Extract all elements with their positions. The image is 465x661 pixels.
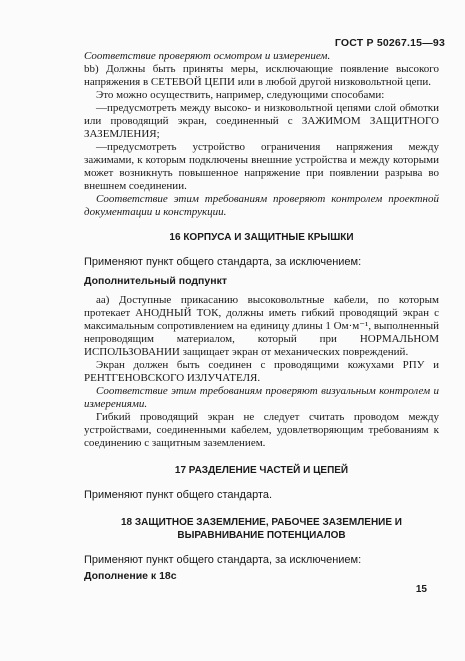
section-title-18: 18 ЗАЩИТНОЕ ЗАЗЕМЛЕНИЕ, РАБОЧЕЕ ЗАЗЕМЛЕНИЕ И ВЫРАВНИВАНИЕ ПОТЕНЦИАЛОВ [120, 517, 402, 541]
subheading-addition-18c: Дополнение к 18с [84, 570, 177, 582]
subheading-additional: Дополнительный подпункт [84, 275, 227, 287]
section-title-16: 16 КОРПУСА И ЗАЩИТНЫЕ КРЫШКИ [169, 232, 354, 243]
paragraph-method-1: —предусмотреть между высоко- и низковольтной цепями слой обмотки или проводящий экран, соединенный с ЗАЖИМОМ ЗАЩИТНОГО ЗАЗЕМЛЕНИЯ; [84, 102, 439, 140]
document-header: ГОСТ Р 50267.15—93 [334, 37, 445, 49]
section-title-17: 17 РАЗДЕЛЕНИЕ ЧАСТЕЙ И ЦЕПЕЙ [174, 465, 349, 476]
paragraph-methods: Это можно осуществить, например, следующими способами: [96, 89, 385, 101]
paragraph-aa: аа) Доступные прикасанию высоковольтные кабели, по которым протекает АНОДНЫЙ ТОК, должны иметь гибкий проводящий экран с максимальным сопротивлением на единицу длины 1 Ом·м⁻¹, выполненный непроводящим материалом, который при НОРМАЛЬНОМ ИСПОЛЬЗОВАНИИ защищает экран от механических повреждений. [84, 294, 439, 358]
paragraph-method-2: —предусмотреть устройство ограничения напряжения между зажимами, к которым подключены внешние устройства и между которыми может возникнуть повышенное напряжение при появлении разрыва во внешнем соединении. [84, 141, 439, 192]
document-body [84, 50, 439, 583]
paragraph-apply-16: Применяют пункт общего стандарта, за исключением: [84, 256, 362, 268]
paragraph-screen: Экран должен быть соединен с проводящими кожухами РПУ и РЕНТГЕНОВСКОГО ИЗЛУЧАТЕЛЯ. [84, 359, 439, 384]
page-number: 15 [415, 584, 427, 595]
paragraph-flexible-screen: Гибкий проводящий экран не следует считать проводом между устройствами, соединенными кабелем, удовлетворяющим требованиям к соединению с защитным заземлением. [84, 411, 439, 449]
paragraph-bb: bb) Должны быть приняты меры, исключающие появление высокого напряжения в СЕТЕВОЙ ЦЕПИ или в любой другой низковольтной цепи. [84, 63, 439, 88]
paragraph-compliance-1: Соответствие проверяют осмотром и измерением. [84, 50, 331, 62]
paragraph-compliance-3: Соответствие этим требованиям проверяют визуальным контролем и измерениями. [84, 385, 439, 410]
paragraph-apply-17: Применяют пункт общего стандарта. [84, 489, 273, 501]
paragraph-compliance-2: Соответствие этим требованиям проверяют контролем проектной документации и конструкции. [84, 193, 439, 218]
paragraph-apply-18: Применяют пункт общего стандарта, за исключением: [84, 554, 362, 566]
